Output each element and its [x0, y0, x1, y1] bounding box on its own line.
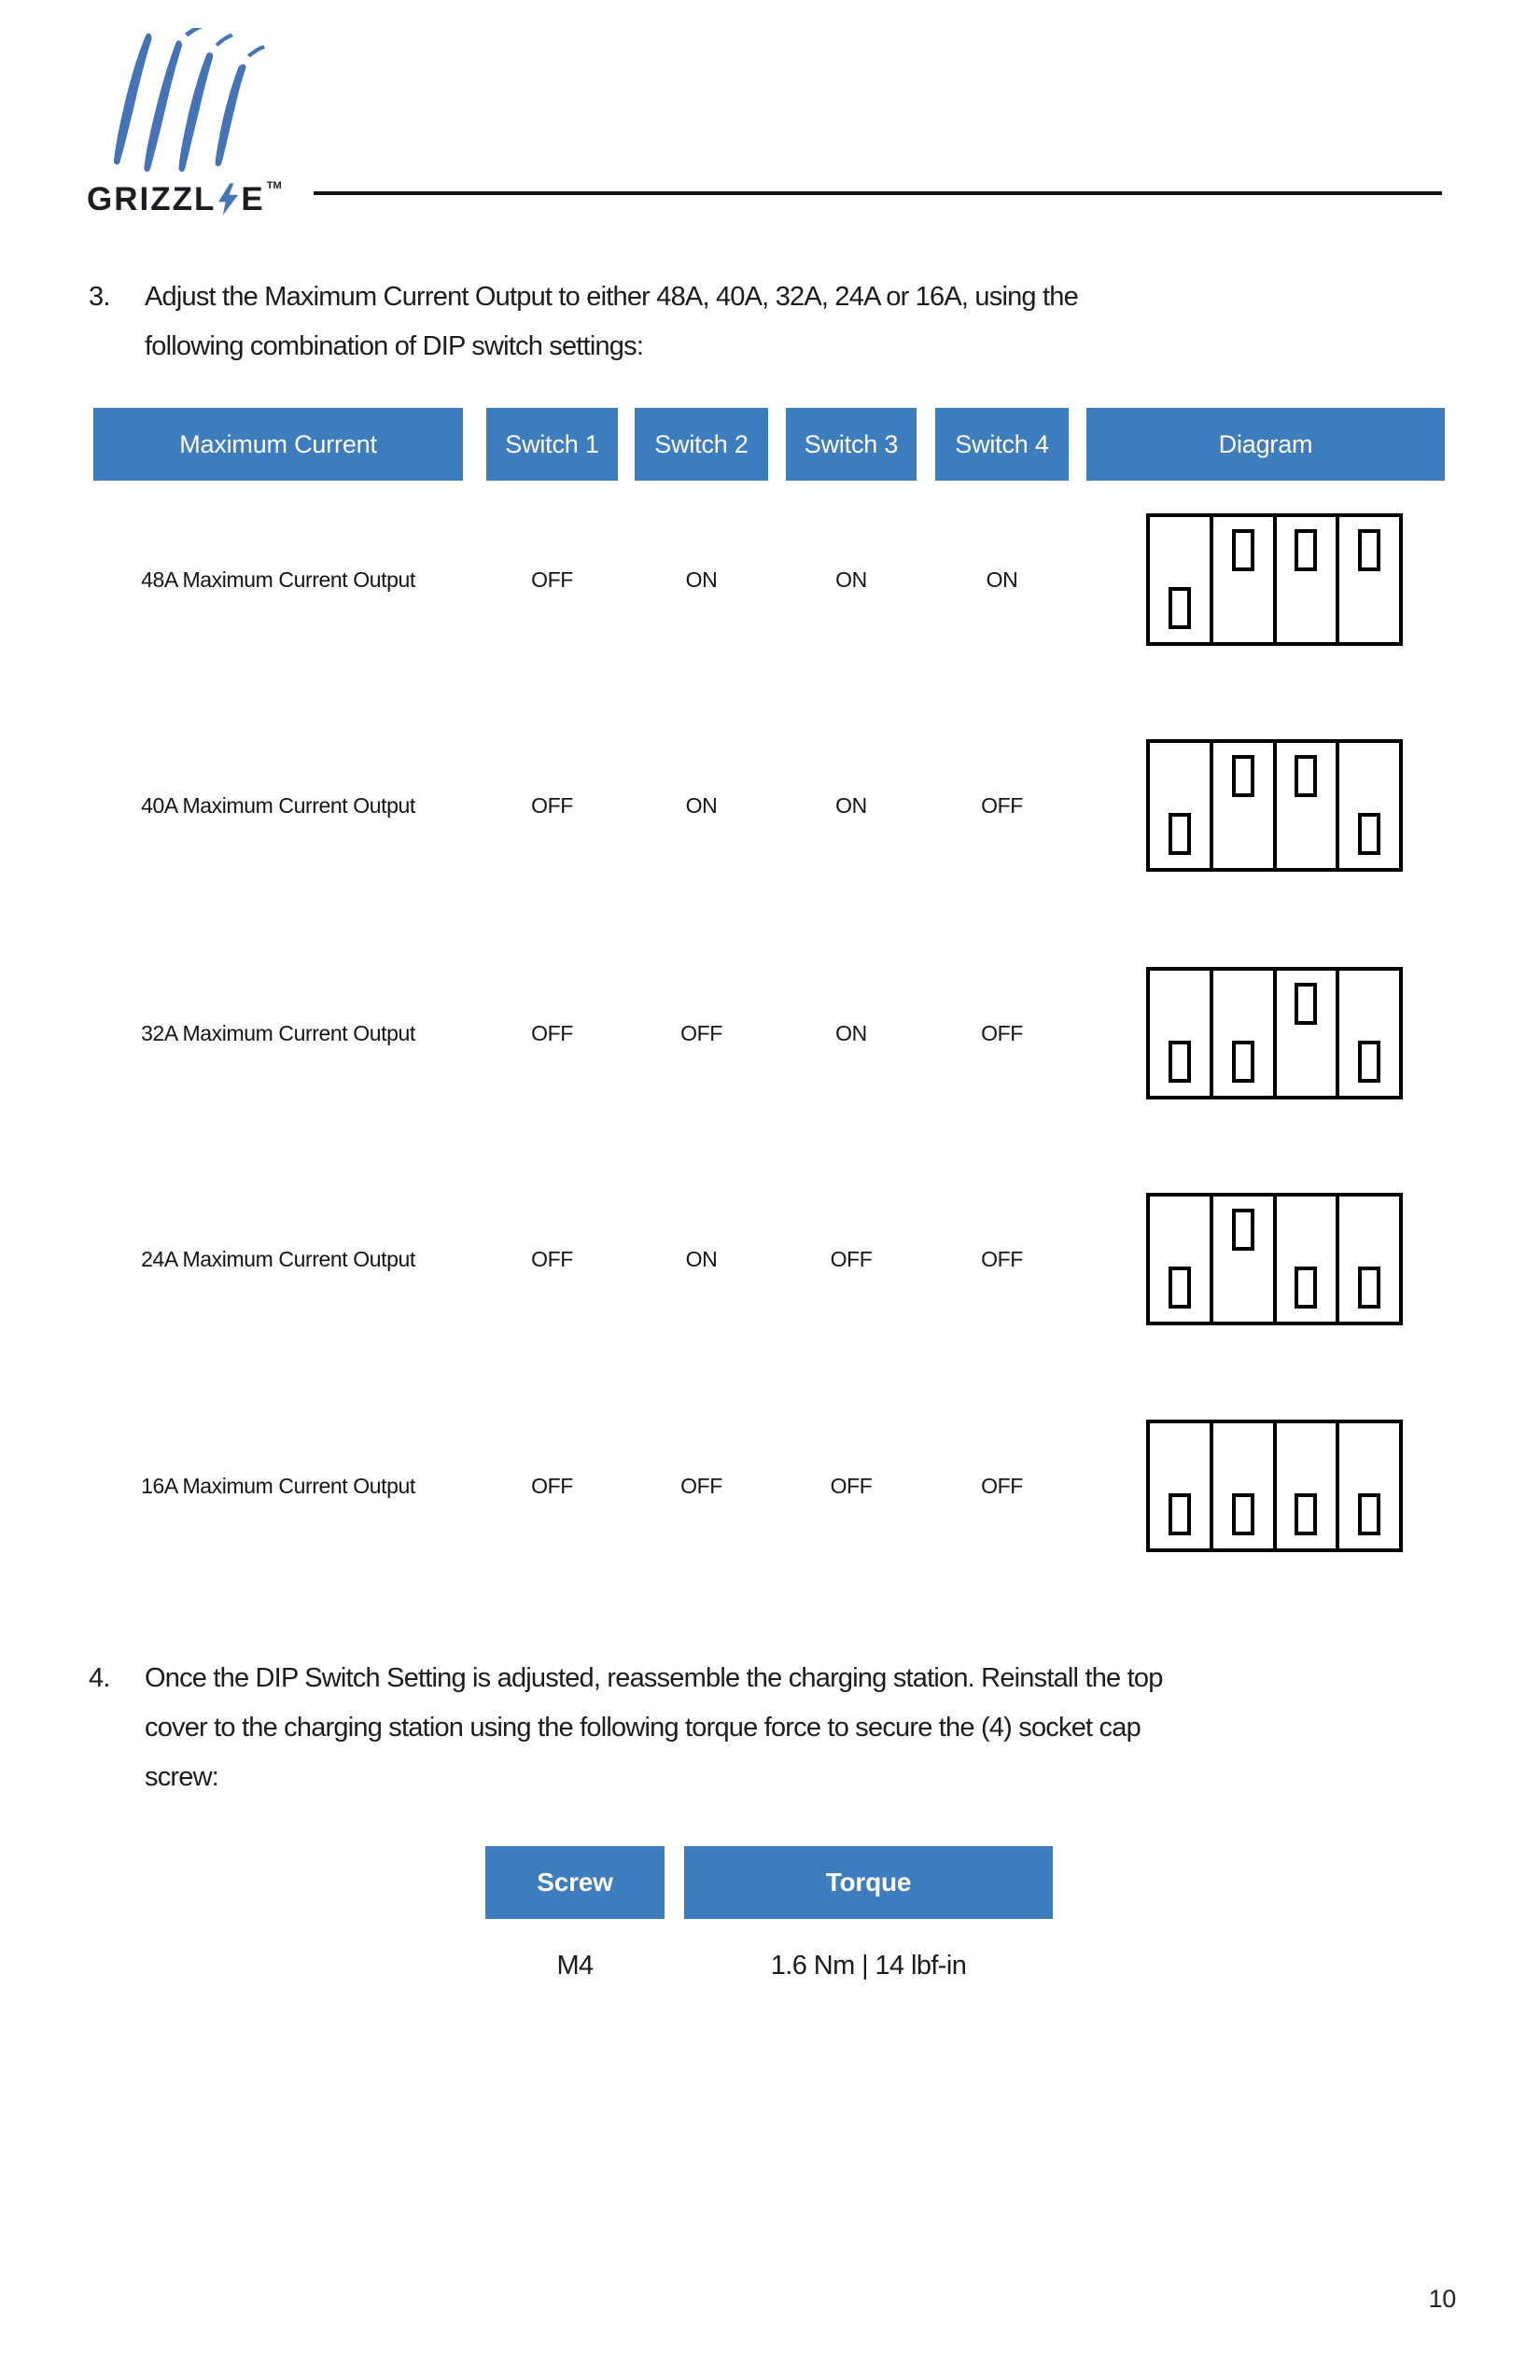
dip-switch-diagram	[1146, 967, 1403, 1099]
dip-switch-cell	[1150, 1423, 1213, 1548]
page-number: 10	[1428, 2285, 1456, 2313]
col-header-maximum-current: Maximum Current	[93, 408, 463, 481]
col-header-switch-4: Switch 4	[935, 408, 1069, 481]
switch-1-value: OFF	[531, 792, 573, 818]
step-text-line: cover to the charging station using the following torque force to secure the (4) socket cap	[145, 1713, 1141, 1743]
dip-switch-cell	[1150, 971, 1213, 1096]
dip-switch-cell	[1150, 517, 1213, 642]
step-number: 3.	[89, 282, 110, 312]
dip-toggle-off	[1169, 813, 1191, 855]
dip-switch-cell	[1277, 517, 1340, 642]
torque-value: 1.6 Nm | 14 lbf-in	[770, 1950, 967, 1981]
switch-1-value: OFF	[531, 567, 573, 592]
switch-3-value: ON	[835, 792, 867, 818]
step-text-line: Adjust the Maximum Current Output to either 48A, 40A, 32A, 24A or 16A, using the	[145, 282, 1078, 312]
dip-toggle-off	[1169, 587, 1191, 629]
dip-switch-cell	[1150, 1197, 1213, 1322]
switch-2-value: ON	[685, 1246, 718, 1271]
step-text-line: screw:	[145, 1762, 218, 1792]
col-header-screw: Screw	[485, 1846, 665, 1919]
dip-switch-cell	[1213, 971, 1277, 1096]
step-text	[145, 273, 1451, 371]
dip-toggle-on	[1232, 529, 1254, 571]
dip-switch-cell	[1213, 1423, 1277, 1548]
switch-1-value: OFF	[531, 1473, 573, 1498]
step-text-line: Once the DIP Switch Setting is adjusted, reassemble the charging station. Reinstall the top	[145, 1663, 1163, 1693]
switch-2-value: ON	[685, 792, 718, 818]
switch-3-value: ON	[835, 1020, 867, 1045]
brand-text-left: GRIZZL	[87, 181, 217, 217]
col-header-switch-2: Switch 2	[635, 408, 768, 481]
dip-toggle-on	[1232, 1209, 1254, 1251]
table-row-24a	[0, 1193, 1540, 1325]
switch-4-value: OFF	[981, 1020, 1023, 1045]
dip-switch-cell	[1339, 1197, 1399, 1322]
dip-toggle-off	[1169, 1493, 1191, 1535]
switch-4-value: OFF	[981, 1473, 1023, 1498]
switch-2-value: OFF	[680, 1473, 722, 1498]
switch-4-value: ON	[986, 567, 1018, 592]
dip-toggle-off	[1232, 1493, 1254, 1535]
col-header-switch-1: Switch 1	[486, 408, 618, 481]
dip-switch-diagram	[1146, 739, 1403, 872]
dip-toggle-off	[1169, 1041, 1191, 1083]
dip-toggle-on	[1295, 983, 1317, 1025]
trademark-symbol: TM	[266, 180, 282, 191]
switch-4-value: OFF	[981, 792, 1023, 818]
claw-marks-icon	[105, 28, 296, 179]
step-text-line: following combination of DIP switch settings:	[145, 331, 644, 361]
dip-toggle-on	[1295, 755, 1317, 797]
dip-toggle-off	[1358, 1041, 1380, 1083]
dip-switch-cell	[1213, 1197, 1277, 1322]
switch-3-value: OFF	[830, 1473, 873, 1498]
dip-switch-cell	[1277, 743, 1340, 868]
step-text	[145, 1654, 1461, 1802]
dip-toggle-off	[1295, 1493, 1317, 1535]
dip-switch-cell	[1339, 517, 1399, 642]
col-header-torque: Torque	[684, 1846, 1053, 1919]
step-4	[89, 1654, 1461, 1802]
dip-toggle-off	[1295, 1267, 1317, 1309]
dip-switch-cell	[1339, 971, 1399, 1096]
table-row-40a	[0, 739, 1540, 872]
dip-switch-diagram	[1146, 1193, 1403, 1325]
table-row-48a	[0, 513, 1540, 646]
row-label: 16A Maximum Current Output	[141, 1473, 415, 1498]
switch-3-value: ON	[835, 567, 867, 592]
table-row-32a	[0, 967, 1540, 1099]
row-label: 48A Maximum Current Output	[141, 567, 415, 592]
col-header-switch-3: Switch 3	[786, 408, 917, 481]
dip-toggle-off	[1232, 1041, 1254, 1083]
dip-toggle-off	[1169, 1267, 1191, 1309]
dip-switch-cell	[1277, 1197, 1340, 1322]
table-row-16a	[0, 1420, 1540, 1552]
dip-switch-diagram	[1146, 513, 1403, 646]
row-label: 24A Maximum Current Output	[141, 1246, 415, 1271]
dip-switch-diagram	[1146, 1420, 1403, 1552]
switch-2-value: OFF	[680, 1020, 722, 1045]
dip-toggle-on	[1232, 755, 1254, 797]
brand-text-right: E	[241, 181, 265, 217]
dip-switch-cell	[1277, 1423, 1340, 1548]
switch-4-value: OFF	[981, 1246, 1023, 1271]
dip-toggle-on	[1295, 529, 1317, 571]
dip-toggle-on	[1358, 529, 1380, 571]
step-number: 4.	[89, 1663, 110, 1693]
step-3	[89, 273, 1451, 371]
switch-3-value: OFF	[830, 1246, 873, 1271]
col-header-diagram: Diagram	[1086, 408, 1445, 481]
lightning-bolt-icon	[218, 183, 238, 216]
switch-2-value: ON	[685, 567, 718, 592]
brand-wordmark	[87, 180, 282, 217]
row-label: 40A Maximum Current Output	[141, 792, 415, 818]
switch-1-value: OFF	[531, 1246, 573, 1271]
row-label: 32A Maximum Current Output	[141, 1020, 415, 1045]
dip-switch-cell	[1277, 971, 1340, 1096]
switch-1-value: OFF	[531, 1020, 573, 1045]
dip-toggle-off	[1358, 813, 1380, 855]
dip-switch-cell	[1213, 517, 1277, 642]
dip-toggle-off	[1358, 1493, 1380, 1535]
dip-toggle-off	[1358, 1267, 1380, 1309]
header-rule	[314, 191, 1442, 195]
dip-switch-cell	[1339, 743, 1399, 868]
screw-value: M4	[556, 1950, 594, 1981]
dip-switch-cell	[1213, 743, 1277, 868]
dip-switch-cell	[1150, 743, 1213, 868]
dip-switch-cell	[1339, 1423, 1399, 1548]
